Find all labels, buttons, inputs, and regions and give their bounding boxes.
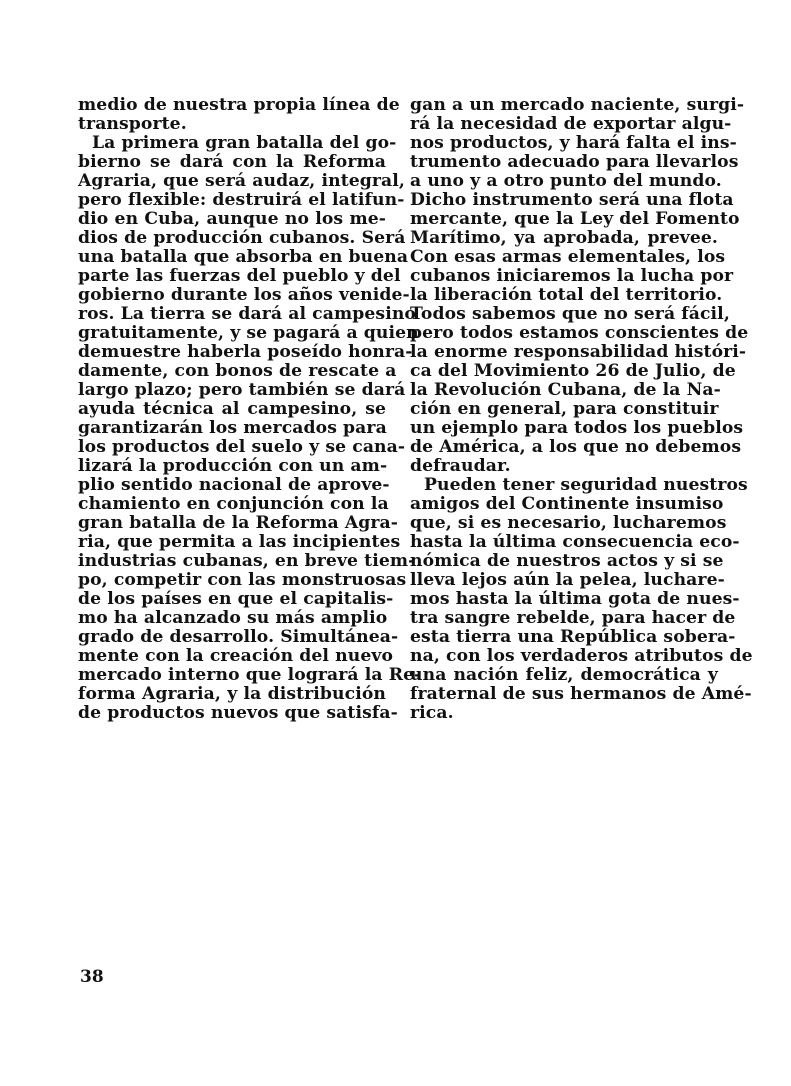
text-line: defraudar. <box>410 456 511 476</box>
text-line: pero flexible: destruirá el latifun- <box>78 190 405 210</box>
page-number: 38 <box>80 967 104 987</box>
text-line: gratuitamente, y se pagará a quien <box>78 323 419 343</box>
text-line: dio en Cuba, aunque no los me- <box>78 209 386 229</box>
text-line: po, competir con las monstruosas <box>78 570 407 590</box>
text-line: gan a un mercado naciente, surgi- <box>410 95 745 115</box>
text-line: Todos sabemos que no será fácil, <box>410 304 730 324</box>
text-line: tra sangre rebelde, para hacer de <box>410 608 736 628</box>
text-line: mercado interno que logrará la Re- <box>78 665 422 685</box>
text-line: Con esas armas elementales, los <box>410 247 726 267</box>
text-line: transporte. <box>78 114 187 134</box>
text-line: mente con la creación del nuevo <box>78 646 394 666</box>
text-line: mo ha alcanzado su más amplio <box>78 608 388 628</box>
text-line: un ejemplo para todos los pueblos <box>410 418 744 438</box>
text-line: fraternal de sus hermanos de Amé- <box>410 684 752 704</box>
text-line: chamiento en conjunción con la <box>78 494 389 514</box>
text-line: lizará la producción con un am- <box>78 456 388 476</box>
text-line: ria, que permita a las incipientes <box>78 532 401 552</box>
text-line: plio sentido nacional de aprove- <box>78 475 390 495</box>
text-line: largo plazo; pero también se dará <box>78 380 406 400</box>
text-line: demuestre haberla poseído honra- <box>78 342 413 362</box>
text-line: forma Agraria, y la distribución <box>78 684 386 704</box>
text-line: de América, a los que no debemos <box>410 437 742 457</box>
text-line: rica. <box>410 703 454 723</box>
text-line: industrias cubanas, en breve tiem- <box>78 551 416 571</box>
text-line: ca del Movimiento 26 de Julio, de <box>410 361 736 381</box>
text-line: rá la necesidad de exportar algu- <box>410 114 732 134</box>
text-line: Marítimo, ya aprobada, prevee. <box>410 228 718 248</box>
text-line: a uno y a otro punto del mundo. <box>410 171 722 191</box>
text-line: ayuda técnica al campesino, se <box>78 399 386 419</box>
text-line: mos hasta la última gota de nues- <box>410 589 740 609</box>
text-line: la enorme responsabilidad históri- <box>410 342 747 362</box>
text-line: Agraria, que será audaz, integral, <box>78 171 405 191</box>
text-line: que, si es necesario, lucharemos <box>410 513 727 533</box>
text-line: grado de desarrollo. Simultánea- <box>78 627 399 647</box>
text-line: garantizarán los mercados para <box>78 418 387 438</box>
left-text-column <box>78 95 422 723</box>
text-line: pero todos estamos conscientes de <box>410 323 749 343</box>
text-line: Dicho instrumento será una flota <box>410 190 734 210</box>
text-line: gran batalla de la Reforma Agra- <box>78 513 399 533</box>
text-line: una batalla que absorba en buena <box>78 247 409 267</box>
text-line: cubanos iniciaremos la lucha por <box>410 266 734 286</box>
text-line: una nación feliz, democrática y <box>410 665 718 685</box>
text-line: damente, con bonos de rescate a <box>78 361 397 381</box>
text-line: mercante, que la Ley del Fomento <box>410 209 740 229</box>
text-line: esta tierra una República sobera- <box>410 627 736 647</box>
text-line: de productos nuevos que satisfa- <box>78 703 398 723</box>
text-line: La primera gran batalla del go- <box>92 133 397 153</box>
text-line: hasta la última consecuencia eco- <box>410 532 740 552</box>
text-line: ción en general, para constituir <box>410 399 719 419</box>
text-line: nómica de nuestros actos y si se <box>410 551 724 571</box>
text-line: los productos del suelo y se cana- <box>78 437 406 457</box>
text-line: na, con los verdaderos atributos de <box>410 646 753 666</box>
text-line: Pueden tener seguridad nuestros <box>424 475 748 495</box>
text-line: bierno se dará con la Reforma <box>78 152 386 172</box>
text-line: medio de nuestra propia línea de <box>78 95 400 115</box>
text-line: gobierno durante los años venide- <box>78 285 410 305</box>
text-line: dios de producción cubanos. Será <box>78 228 406 248</box>
text-line: la Revolución Cubana, de la Na- <box>410 380 721 400</box>
text-line: lleva lejos aún la pelea, luchare- <box>410 570 725 590</box>
text-line: la liberación total del territorio. <box>410 285 723 305</box>
text-line: parte las fuerzas del pueblo y del <box>78 266 401 286</box>
right-text-column <box>410 95 753 723</box>
text-line: nos productos, y hará falta el ins- <box>410 133 737 153</box>
text-line: ros. La tierra se dará al campesino <box>78 304 416 324</box>
text-line: trumento adecuado para llevarlos <box>410 152 739 172</box>
text-line: de los países en que el capitalis- <box>78 589 394 609</box>
text-line: amigos del Continente insumiso <box>410 494 724 514</box>
